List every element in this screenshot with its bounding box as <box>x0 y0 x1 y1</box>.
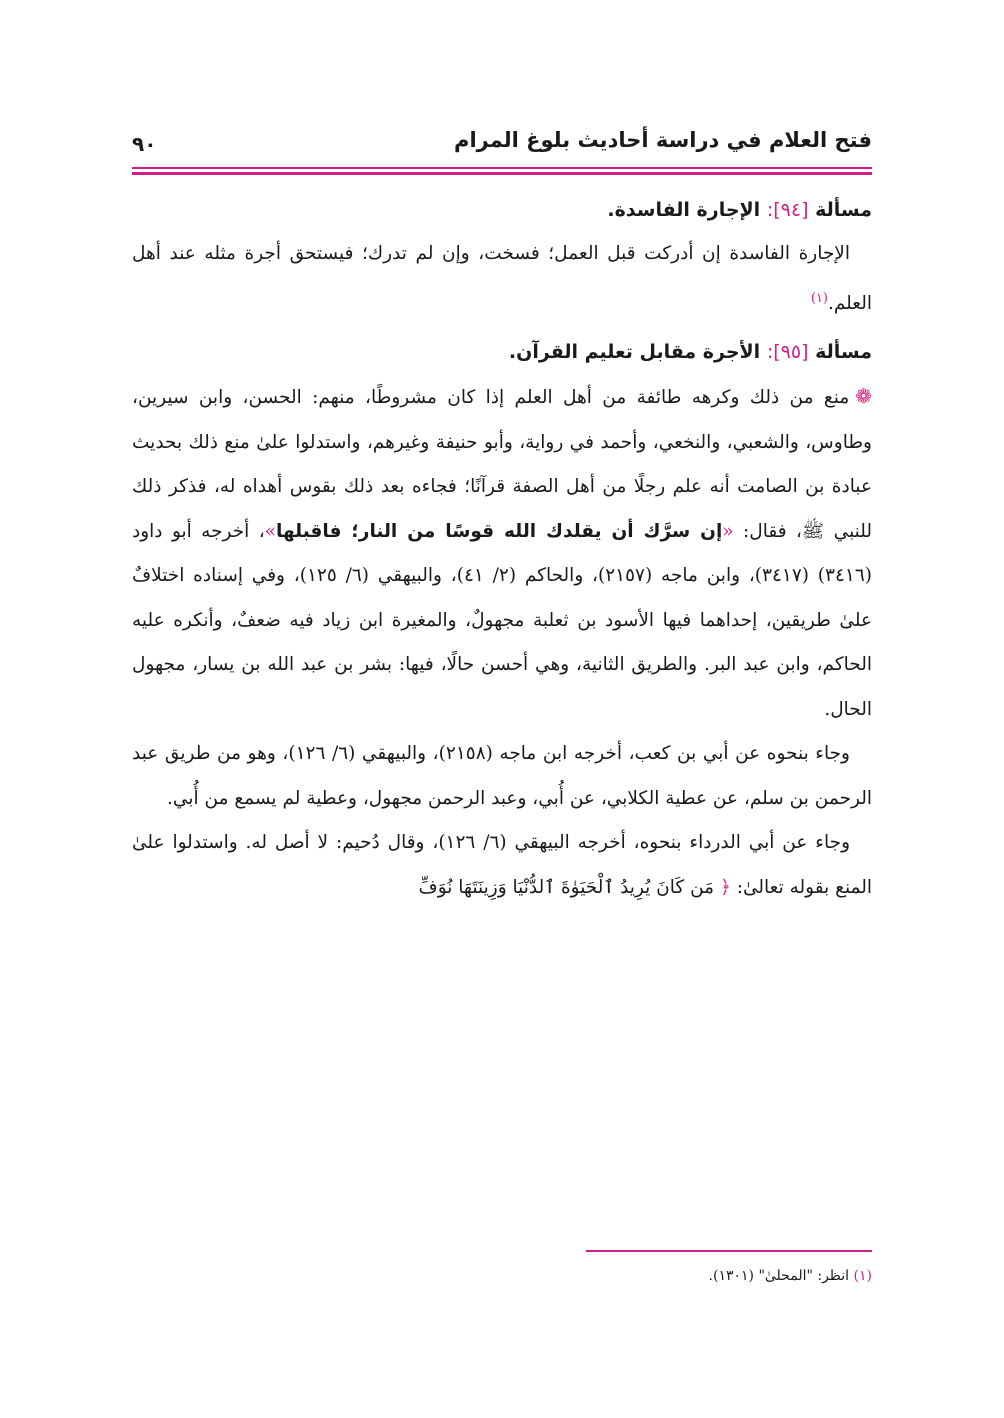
footnote-text: انظر: "المحلىٰ" (١٣٠١). <box>708 1268 850 1284</box>
paragraph-ubayy <box>132 732 872 821</box>
header-rule-thick <box>132 172 872 175</box>
heading-title: الإجارة الفاسدة. <box>607 199 761 221</box>
paragraph-text: ، أخرجه أبو داود (٣٤١٦) (٣٤١٧)، وابن ماجه (٢١٥٧)، والحاكم (٢/ ٤١)، والبيهقي (٦/ ١٢٥)، وفي إسناده اختلافٌ علىٰ طريقين، إحداهما فيها الأسود بن ثعلبة مجهولٌ، والمغيرة ابن زياد فيه ضعفٌ، وأنكره عليه الحاكم، وابن عبد البر. والطريق الثانية، وهي أحسن حالًا، فيها: بشر بن عبد الله بن يسار، مجهول الحال. <box>132 520 872 720</box>
heading-number: [٩٥]: <box>766 341 809 364</box>
footnote-rule <box>586 1250 872 1252</box>
quote-close: » <box>264 520 277 542</box>
heading-number: [٩٤]: <box>766 199 809 221</box>
heading-label: مسألة <box>815 341 872 364</box>
heading-label: مسألة <box>815 199 872 221</box>
quran-verse: مَن كَانَ يُرِيدُ ٱلْحَيَوٰةَ ٱلدُّنْيَا وَزِينَتَهَا نُوَفِّ <box>418 876 715 898</box>
book-title: فتح العلام في دراسة أحاديث بلوغ المرام <box>454 128 872 152</box>
quote-open: « <box>722 520 734 542</box>
paragraph-opinions <box>132 374 872 732</box>
paragraph-text: منع من ذلك وكرهه طائفة من أهل العلم إذا كان مشروطًا، منهم: الحسن، وابن سيرين، وطاوس، والشعبي، والنخعي، وأحمد في رواية، وأبو حنيفة وغيرهم، واستدلوا علىٰ منع ذلك بحديث عبادة بن الصامت أنه علم رجلًا من أهل الصفة قرآنًا؛ فجاءه بعد ذلك بقوس أهداه له، فذكر ذلك للنبي ﷺ، فقال: <box>132 387 872 542</box>
footnote-ref[interactable]: (١) <box>810 290 828 306</box>
hadith-text: إن سرَّك أن يقلدك الله قوسًا من النار؛ فاقبلها <box>276 520 723 542</box>
paragraph-invalid-lease <box>132 232 872 326</box>
footnote-number: (١) <box>853 1268 872 1284</box>
main-text <box>132 188 872 910</box>
section-heading-94 <box>132 188 872 232</box>
header-rule-thin <box>132 167 872 169</box>
running-header <box>132 118 872 170</box>
paragraph-text: وجاء بنحوه عن أبي بن كعب، أخرجه ابن ماجه (٢١٥٨)، والبيهقي (٦/ ١٢٦)، وهو من طريق عبد الرحمن بن سلم، عن عطية الكلابي، عن أُبي، وعبد الرحمن مجهول، وعطية لم يسمع من أُبي. <box>132 743 872 809</box>
paragraph-text: الإجارة الفاسدة إن أدركت قبل العمل؛ فسخت، وإن لم تدرك؛ فيستحق أجرة مثله عند أهل العلم. <box>132 243 872 314</box>
footnote <box>709 1268 872 1284</box>
quran-bracket: ﴿ <box>719 876 731 898</box>
flower-ornament-icon: ❁ <box>855 384 872 409</box>
paragraph-text: وجاء عن أبي الدرداء بنحوه، أخرجه البيهقي (٦/ ١٢٦)، وقال دُحيم: لا أصل له. واستدلوا علىٰ المنع بقوله تعالىٰ: <box>132 832 872 898</box>
paragraph-abu-darda <box>132 821 872 910</box>
heading-title: الأجرة مقابل تعليم القرآن. <box>508 341 761 364</box>
page-number: ٩٠ <box>132 132 157 156</box>
section-heading-95 <box>132 330 872 374</box>
